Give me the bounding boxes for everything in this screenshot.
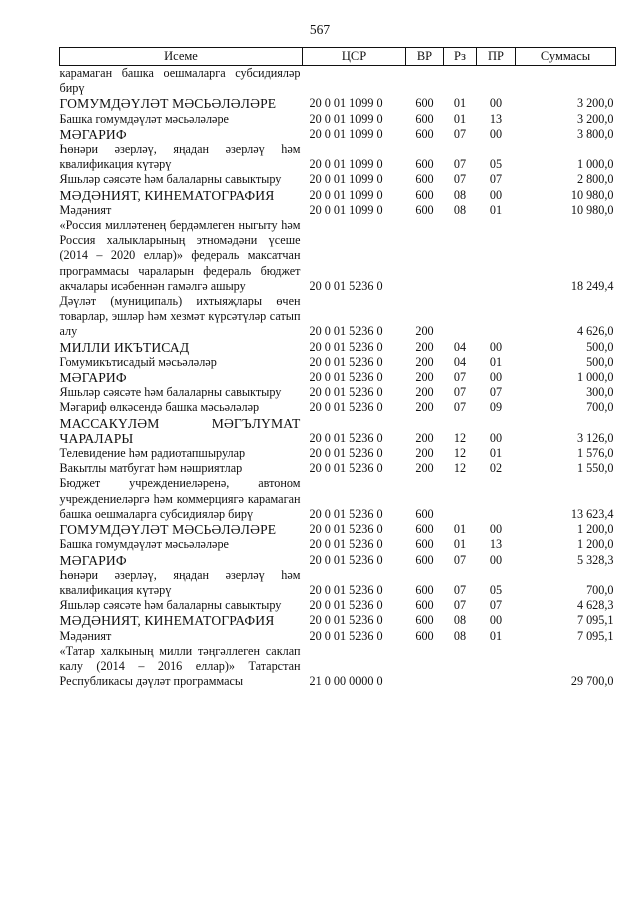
- row-csr: 20 0 01 5236 0: [309, 339, 383, 354]
- row-pr: 05: [489, 582, 503, 597]
- row-csr: 20 0 01 5236 0: [309, 461, 383, 476]
- table-row: [60, 370, 616, 385]
- row-vr: 200: [415, 446, 434, 461]
- row-csr: 20 0 01 5236 0: [309, 446, 383, 461]
- row-rz: [444, 644, 477, 690]
- row-sum: 300,0: [586, 385, 614, 400]
- row-pr: 09: [489, 400, 503, 415]
- row-vr: 600: [415, 628, 434, 643]
- row-name: Яшьләр сәясәте һәм балаларны савыктыру: [59, 598, 282, 613]
- row-vr: 200: [415, 400, 434, 415]
- row-rz: 07: [453, 598, 467, 613]
- row-name: Бюджет учреждениеләренә, автоном учреждениеләргә һәм коммерциягә карамаган башка оешмаларга субсидияләр бирү: [59, 476, 301, 521]
- row-pr: [477, 218, 516, 294]
- row-csr: 20 0 01 1099 0: [309, 96, 383, 111]
- row-sum: 10 980,0: [570, 202, 614, 217]
- row-pr: 00: [489, 370, 503, 385]
- table-row: [60, 416, 616, 446]
- row-vr: 200: [415, 370, 434, 385]
- header-name: Исеме: [60, 48, 303, 66]
- row-vr: 200: [415, 461, 434, 476]
- table-row: [60, 400, 616, 415]
- row-rz: 04: [453, 339, 467, 354]
- row-name: Телевидение һәм радиотапшырулар: [59, 446, 246, 461]
- row-pr: [477, 476, 516, 522]
- row-csr: 20 0 01 5236 0: [309, 537, 383, 552]
- row-name: Гомумикътисадый мәсьәләләр: [59, 354, 217, 369]
- row-name: ГОМУМДӘҮЛӘТ МӘСЬӘЛӘЛӘРЕ: [59, 96, 277, 112]
- row-pr: 07: [489, 385, 503, 400]
- table-row: [60, 446, 616, 461]
- row-csr: 20 0 01 5236 0: [309, 628, 383, 643]
- row-sum: 500,0: [586, 354, 614, 369]
- row-name: Һөнәри әзерләү, яңадан әзерләү һәм квалификация күтәрү: [59, 142, 301, 172]
- row-vr: 600: [415, 126, 434, 141]
- row-csr: 20 0 01 1099 0: [309, 157, 383, 172]
- table-row: [60, 294, 616, 340]
- row-vr: 600: [415, 582, 434, 597]
- row-pr: 00: [489, 96, 503, 111]
- row-csr: 21 0 00 0000 0: [309, 674, 383, 689]
- row-sum: 5 328,3: [576, 552, 614, 567]
- row-rz: [444, 66, 477, 97]
- row-csr: 20 0 01 5236 0: [309, 278, 383, 293]
- table-row: [60, 340, 616, 355]
- row-csr: [303, 66, 406, 97]
- row-sum: 700,0: [586, 582, 614, 597]
- row-csr: 20 0 01 5236 0: [309, 385, 383, 400]
- row-pr: 00: [489, 339, 503, 354]
- row-name: Яшьләр сәясәте һәм балаларны савыктыру: [59, 385, 282, 400]
- table-row: [60, 385, 616, 400]
- row-rz: [444, 476, 477, 522]
- table-row: [60, 613, 616, 628]
- row-rz: 08: [453, 187, 467, 202]
- table-row: [60, 537, 616, 552]
- row-pr: [477, 66, 516, 97]
- row-vr: 200: [415, 339, 434, 354]
- table-row: [60, 142, 616, 172]
- row-sum: 3 126,0: [576, 430, 614, 445]
- row-vr: 600: [415, 96, 434, 111]
- row-csr: 20 0 01 5236 0: [309, 613, 383, 628]
- row-csr: 20 0 01 5236 0: [309, 400, 383, 415]
- row-rz: 01: [453, 111, 467, 126]
- row-rz: [444, 218, 477, 294]
- page-number: 567: [309, 22, 331, 37]
- table-row: [60, 218, 616, 294]
- row-name: МӘДӘНИЯТ, КИНЕМАТОГРАФИЯ: [59, 613, 275, 629]
- row-csr: 20 0 01 5236 0: [309, 522, 383, 537]
- row-pr: 07: [489, 172, 503, 187]
- row-sum: 13 623,4: [570, 506, 614, 521]
- row-rz: 08: [453, 613, 467, 628]
- row-vr: 200: [415, 354, 434, 369]
- row-vr: [406, 644, 444, 690]
- table-row: [60, 66, 616, 97]
- row-rz: 07: [453, 552, 467, 567]
- row-vr: 200: [415, 430, 434, 445]
- row-sum: 4 626,0: [576, 324, 614, 339]
- row-name: Вакытлы матбугат һәм нәшриятлар: [59, 461, 243, 476]
- row-name: Һөнәри әзерләү, яңадан әзерләү һәм квалификация күтәрү: [59, 567, 301, 597]
- row-name: Мәгариф өлкәсендә башка мәсьәләләр: [59, 400, 260, 415]
- row-vr: 600: [415, 598, 434, 613]
- row-rz: 07: [453, 172, 467, 187]
- table-row: [60, 96, 616, 111]
- row-name: Мәдәният: [59, 628, 112, 643]
- row-name: Яшьләр сәясәте һәм балаларны савыктыру: [59, 172, 282, 187]
- row-csr: 20 0 01 5236 0: [309, 324, 383, 339]
- row-sum: 10 980,0: [570, 187, 614, 202]
- header-rz: Рз: [444, 48, 477, 66]
- table-header-row: [60, 48, 616, 66]
- row-rz: 01: [453, 537, 467, 552]
- row-rz: 04: [453, 354, 467, 369]
- row-sum: 1 000,0: [576, 157, 614, 172]
- row-csr: 20 0 01 5236 0: [309, 582, 383, 597]
- row-name: «Татар халкының милли тәңгәллеген саклап калу (2014 – 2016 еллар)» Татарстан Республикасы дәүләт программасы: [59, 643, 301, 689]
- row-rz: 12: [453, 430, 467, 445]
- row-csr: 20 0 01 5236 0: [309, 506, 383, 521]
- row-sum: 3 800,0: [576, 126, 614, 141]
- row-vr: 600: [415, 522, 434, 537]
- row-rz: 12: [453, 461, 467, 476]
- row-name: «Россия милләтенең бердәмлеген ныгыту һәм Россия халыкларының этномәдәни үсеше (2014 – 2020 еллар)» федераль максатчан программасы чараларын федераль бюджет акчалары исәбеннән гамәлгә ашыру: [59, 218, 301, 293]
- row-name: Дәүләт (муниципаль) ихтыяҗлары өчен товарлар, эшләр һәм хезмәт күрсәтүләр сатып алу: [59, 294, 301, 339]
- row-vr: 600: [415, 187, 434, 202]
- row-csr: 20 0 01 5236 0: [309, 430, 383, 445]
- row-rz: 07: [453, 157, 467, 172]
- row-name: ГОМУМДӘҮЛӘТ МӘСЬӘЛӘЛӘРЕ: [59, 522, 277, 538]
- row-name: МӘДӘНИЯТ, КИНЕМАТОГРАФИЯ: [59, 187, 275, 203]
- row-vr: 200: [415, 385, 434, 400]
- row-pr: 05: [489, 157, 503, 172]
- row-name: МИЛЛИ ИКЪТИСАД: [59, 339, 190, 355]
- row-vr: [406, 66, 444, 97]
- row-rz: [444, 294, 477, 340]
- row-name: МӘГАРИФ: [59, 370, 127, 386]
- row-name: Башка гомумдәүләт мәсьәләләре: [59, 111, 229, 126]
- table-row: [60, 598, 616, 613]
- row-pr: 00: [489, 430, 503, 445]
- row-csr: 20 0 01 5236 0: [309, 598, 383, 613]
- table-row: [60, 568, 616, 598]
- row-sum: 3 200,0: [576, 111, 614, 126]
- row-sum: 3 200,0: [576, 96, 614, 111]
- row-pr: 01: [489, 446, 503, 461]
- row-rz: 08: [453, 628, 467, 643]
- row-vr: [406, 218, 444, 294]
- row-rz: 07: [453, 400, 467, 415]
- row-pr: 07: [489, 598, 503, 613]
- row-pr: 01: [489, 202, 503, 217]
- row-pr: 00: [489, 522, 503, 537]
- row-rz: 08: [453, 202, 467, 217]
- row-rz: 07: [453, 582, 467, 597]
- row-vr: 600: [415, 613, 434, 628]
- row-sum: 1 576,0: [576, 446, 614, 461]
- table-body: [60, 66, 616, 690]
- row-vr: 600: [415, 111, 434, 126]
- row-name: карамаган башка оешмаларга субсидияләр бирү: [59, 66, 301, 96]
- row-rz: 01: [453, 522, 467, 537]
- table-row: [60, 629, 616, 644]
- row-vr: 600: [415, 172, 434, 187]
- row-vr: 600: [415, 552, 434, 567]
- row-pr: [477, 294, 516, 340]
- row-pr: 13: [489, 111, 503, 126]
- row-name: МАССАКҮЛӘМ МӘГЪЛҮМАТ ЧАРАЛАРЫ: [59, 415, 301, 446]
- table-row: [60, 355, 616, 370]
- row-pr: 00: [489, 187, 503, 202]
- row-pr: 01: [489, 628, 503, 643]
- row-sum: 29 700,0: [570, 674, 614, 689]
- row-sum: 500,0: [586, 339, 614, 354]
- row-name: Мәдәният: [59, 202, 112, 217]
- row-name: Башка гомумдәүләт мәсьәләләре: [59, 537, 229, 552]
- row-vr: 600: [415, 506, 434, 521]
- row-rz: 07: [453, 126, 467, 141]
- row-sum: [516, 66, 616, 97]
- row-csr: 20 0 01 5236 0: [309, 552, 383, 567]
- row-pr: 13: [489, 537, 503, 552]
- row-sum: 1 550,0: [576, 461, 614, 476]
- row-name: МӘГАРИФ: [59, 126, 127, 142]
- row-pr: 00: [489, 126, 503, 141]
- row-rz: 07: [453, 370, 467, 385]
- table-row: [60, 476, 616, 522]
- row-csr: 20 0 01 1099 0: [309, 202, 383, 217]
- row-pr: 01: [489, 354, 503, 369]
- row-sum: 1 200,0: [576, 522, 614, 537]
- header-sum: Суммасы: [516, 48, 616, 66]
- table-row: [60, 644, 616, 690]
- table-row: [60, 188, 616, 203]
- row-sum: 2 800,0: [576, 172, 614, 187]
- row-sum: 1 200,0: [576, 537, 614, 552]
- row-sum: 7 095,1: [576, 613, 614, 628]
- row-vr: 600: [415, 202, 434, 217]
- row-rz: 07: [453, 385, 467, 400]
- row-pr: 00: [489, 552, 503, 567]
- row-vr: 600: [415, 157, 434, 172]
- row-sum: 18 249,4: [570, 278, 614, 293]
- row-sum: 1 000,0: [576, 370, 614, 385]
- row-csr: 20 0 01 1099 0: [309, 172, 383, 187]
- table-row: [60, 461, 616, 476]
- row-vr: 200: [415, 324, 434, 339]
- table-row: [60, 172, 616, 187]
- budget-table: [59, 47, 616, 689]
- row-csr: 20 0 01 1099 0: [309, 187, 383, 202]
- row-sum: 7 095,1: [576, 628, 614, 643]
- header-pr: ПР: [477, 48, 516, 66]
- row-pr: 00: [489, 613, 503, 628]
- row-csr: 20 0 01 1099 0: [309, 111, 383, 126]
- row-sum: 4 628,3: [576, 598, 614, 613]
- table-row: [60, 127, 616, 142]
- header-csr: ЦСР: [303, 48, 406, 66]
- table-row: [60, 553, 616, 568]
- row-pr: 02: [489, 461, 503, 476]
- row-rz: 12: [453, 446, 467, 461]
- row-csr: 20 0 01 5236 0: [309, 354, 383, 369]
- row-sum: 700,0: [586, 400, 614, 415]
- table-row: [60, 112, 616, 127]
- row-rz: 01: [453, 96, 467, 111]
- row-csr: 20 0 01 1099 0: [309, 126, 383, 141]
- row-name: МӘГАРИФ: [59, 552, 127, 568]
- row-csr: 20 0 01 5236 0: [309, 370, 383, 385]
- row-vr: 600: [415, 537, 434, 552]
- row-pr: [477, 644, 516, 690]
- header-vr: ВР: [406, 48, 444, 66]
- table-row: [60, 203, 616, 218]
- table-row: [60, 522, 616, 537]
